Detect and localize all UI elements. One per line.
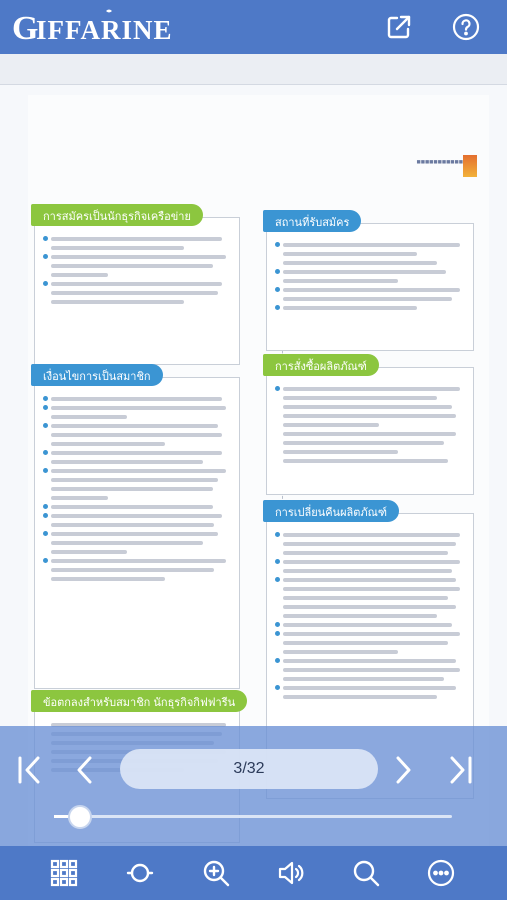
page-slider-track[interactable] — [54, 815, 452, 818]
svg-text:G: G — [12, 10, 40, 47]
page-indicator[interactable]: 3/32 — [120, 749, 378, 789]
volume-icon[interactable] — [277, 859, 305, 887]
previous-page-icon[interactable] — [72, 754, 96, 786]
top-bar — [0, 0, 507, 54]
svg-text:IFFARINE: IFFARINE — [36, 15, 173, 45]
rotate-icon[interactable] — [126, 859, 154, 887]
next-page-icon[interactable] — [392, 754, 416, 786]
section-title: เงื่อนไขการเป็นสมาชิก — [31, 364, 163, 386]
brand-badge-icon — [463, 155, 477, 177]
section-title: สถานที่รับสมัคร — [263, 210, 361, 232]
section-network-business — [34, 211, 240, 365]
page-navigation-bar — [0, 726, 507, 846]
help-circle-icon[interactable] — [451, 12, 481, 42]
search-icon[interactable] — [352, 859, 380, 887]
page-slider-handle[interactable] — [68, 805, 92, 829]
more-icon[interactable] — [427, 859, 455, 887]
giffarine-logo — [12, 7, 192, 47]
first-page-icon[interactable] — [14, 754, 46, 786]
section-registration-places — [266, 217, 474, 351]
section-title: การสมัครเป็นนักธุรกิจเครือข่าย — [31, 204, 203, 226]
bottom-toolbar — [0, 846, 507, 900]
brand-caption: ■■■■■■■■■■■ — [416, 159, 463, 166]
grid-icon[interactable] — [50, 859, 78, 887]
section-title: การสั่งซื้อผลิตภัณฑ์ — [263, 354, 379, 376]
share-external-icon[interactable] — [384, 12, 414, 42]
section-title: ข้อตกลงสำหรับสมาชิก นักธุรกิจกิฟฟารีน — [31, 690, 247, 712]
section-product-ordering — [266, 361, 474, 495]
zoom-in-icon[interactable] — [202, 859, 230, 887]
last-page-icon[interactable] — [444, 754, 476, 786]
section-membership-conditions — [34, 371, 240, 689]
section-title: การเปลี่ยนคืนผลิตภัณฑ์ — [263, 500, 399, 522]
